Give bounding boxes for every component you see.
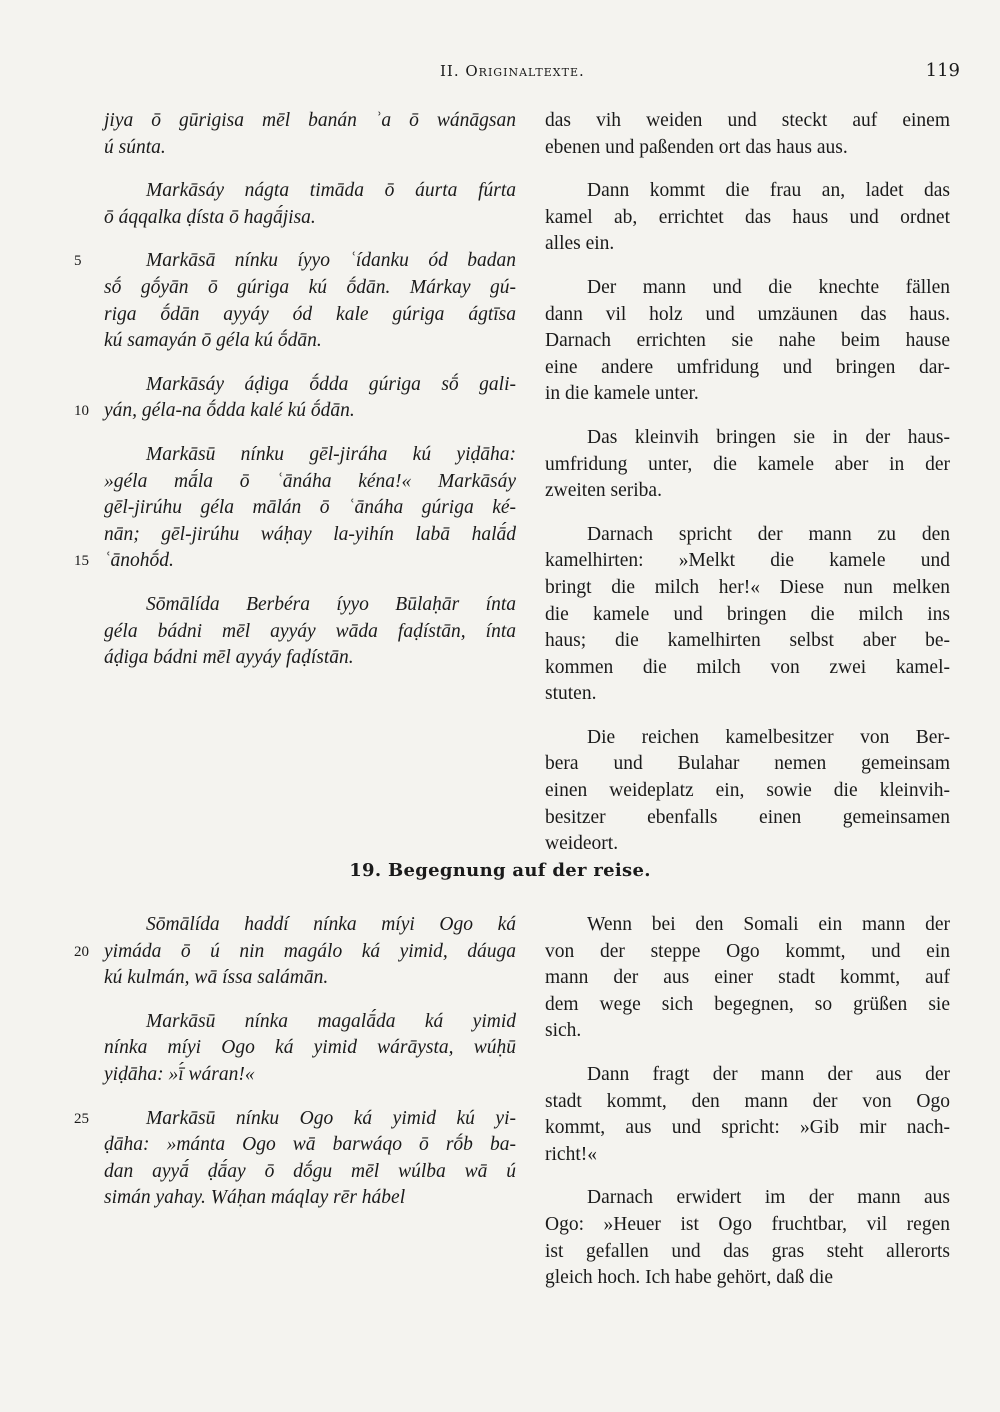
line-text: Darnach errichten sie nahe beim hause xyxy=(545,330,950,352)
line-text: Markāsáy nágta timāda ō áurta fúrta xyxy=(146,180,516,202)
line-text: mann der aus einer stadt kommt, auf xyxy=(545,967,950,989)
text-line xyxy=(545,425,950,452)
line-number: 25 xyxy=(74,1110,89,1127)
text-line xyxy=(545,1018,950,1045)
text-line xyxy=(104,522,516,549)
line-text: Das kleinvih bringen sie in der haus- xyxy=(587,426,950,448)
text-line xyxy=(104,645,516,672)
line-text: »géla mā́la ō ʿānáha kéna!« Markāsáy xyxy=(104,470,516,492)
paragraph xyxy=(104,178,516,231)
line-number: 20 xyxy=(74,943,89,960)
text-line xyxy=(545,205,950,232)
line-text: riga ṓdān ayyáy ód kale gúriga ágtīsa xyxy=(104,303,516,325)
text-line xyxy=(545,275,950,302)
paragraph xyxy=(104,592,516,672)
line-text: ō áqqalka ḍísta ō hagā́jisa. xyxy=(104,206,316,228)
line-text: Markāsū nínku gēl-jiráha kú yiḍāha: xyxy=(146,443,516,465)
text-line xyxy=(74,1106,516,1133)
line-number: 15 xyxy=(74,553,89,570)
paragraph xyxy=(104,1009,516,1089)
line-text: alles ein. xyxy=(545,233,615,255)
somali-text-column-bottom xyxy=(74,912,516,1229)
text-line xyxy=(104,108,516,135)
line-text: dan ayyā́ ḍā́ay ō dṓgu mēl wúlba wā ú xyxy=(104,1160,516,1182)
page-header xyxy=(90,60,960,88)
text-line xyxy=(545,602,950,629)
paragraph xyxy=(74,442,516,575)
text-line xyxy=(545,452,950,479)
text-line xyxy=(104,1062,516,1089)
text-line xyxy=(545,108,950,135)
text-line xyxy=(104,442,516,469)
text-line xyxy=(104,1009,516,1036)
line-text: ú súnta. xyxy=(104,136,166,158)
line-text: dem wege sich begegnen, so grüßen sie xyxy=(545,993,950,1015)
line-text: simán yahay. Wáḥan máqlay rēr hábel xyxy=(104,1187,406,1209)
running-head: II. Originaltexte. xyxy=(440,62,585,80)
text-line xyxy=(74,939,516,966)
text-line xyxy=(545,231,950,258)
text-line xyxy=(545,522,950,549)
line-text: gleich hoch. Ich habe gehört, daß die xyxy=(545,1267,834,1289)
text-line xyxy=(545,628,950,655)
line-text: jiya ō gūrigisa mēl banán ʾa ō wánāgsan xyxy=(104,110,516,131)
line-text: kommen die milch von zwei kamel- xyxy=(545,656,950,678)
line-text: umfridung unter, die kamele aber in der xyxy=(545,453,950,475)
line-text: sich. xyxy=(545,1020,582,1042)
text-line xyxy=(545,725,950,752)
paragraph xyxy=(545,725,950,858)
line-text: weideort. xyxy=(545,833,619,855)
line-text: von der steppe Ogo kommt, und ein xyxy=(545,940,950,962)
text-line xyxy=(545,1115,950,1142)
text-line xyxy=(545,805,950,832)
line-text: gēl-jirúhu géla mālán ō ʿānáha gúriga ké- xyxy=(104,497,516,519)
line-text: kommt, aus und spricht: »Gib mir nach- xyxy=(545,1117,950,1139)
somali-text-column-top xyxy=(74,108,516,689)
text-line xyxy=(104,135,516,162)
paragraph xyxy=(74,248,516,354)
line-text: nān; gēl-jirúhu wáḥay la-yihín labā halā́d xyxy=(104,523,516,545)
text-line xyxy=(545,478,950,505)
text-line xyxy=(545,381,950,408)
line-text: nínka míyi Ogo ká yimid wárāysta, wúḥū xyxy=(104,1037,516,1059)
paragraph xyxy=(74,912,516,992)
text-line xyxy=(545,355,950,382)
line-text: géla bádni mēl ayyáy wāda faḍístān, ínta xyxy=(104,620,516,642)
line-text: áḍiga bádni mēl ayyáy faḍístān. xyxy=(104,647,354,669)
page-number: 119 xyxy=(925,60,960,81)
text-line xyxy=(545,778,950,805)
line-text: stadt kommt, den mann der von Ogo xyxy=(545,1090,950,1112)
text-line xyxy=(545,1185,950,1212)
text-line xyxy=(545,1265,950,1292)
text-line xyxy=(104,965,516,992)
line-text: Darnach erwidert im der mann aus xyxy=(587,1187,950,1209)
line-text: Dann kommt die frau an, ladet das xyxy=(587,180,950,202)
text-line xyxy=(104,372,516,399)
line-text: eine andere umfridung und bringen dar- xyxy=(545,356,950,378)
text-line xyxy=(545,751,950,778)
paragraph xyxy=(104,108,516,161)
text-line xyxy=(104,302,516,329)
line-text: Der mann und die knechte fällen xyxy=(587,276,950,298)
line-text: ḍāha: »mánta Ogo wā barwáqo ō rṓb ba- xyxy=(104,1134,516,1156)
text-line xyxy=(104,592,516,619)
text-line xyxy=(104,619,516,646)
text-line xyxy=(545,1062,950,1089)
text-line xyxy=(545,965,950,992)
text-line xyxy=(104,912,516,939)
line-text: die kamele und bringen die milch ins xyxy=(545,603,950,625)
line-text: bringt die milch her!« Diese nun melken xyxy=(545,576,950,598)
text-line xyxy=(104,1132,516,1159)
text-line xyxy=(545,992,950,1019)
line-text: kamel ab, errichtet das haus und ordnet xyxy=(545,206,950,228)
text-line xyxy=(545,178,950,205)
line-text: Darnach spricht der mann zu den xyxy=(587,523,950,545)
text-line xyxy=(545,1212,950,1239)
text-line xyxy=(545,681,950,708)
paragraph xyxy=(545,522,950,708)
line-text: Die reichen kamelbesitzer von Ber- xyxy=(587,726,950,748)
paragraph xyxy=(545,425,950,505)
line-text: bera und Bulahar nemen gemeinsam xyxy=(545,753,950,775)
line-text: dann vil holz und umzäunen das haus. xyxy=(545,303,950,325)
line-text: das vih weiden und steckt auf einem xyxy=(545,110,950,131)
german-translation-column-bottom xyxy=(545,912,950,1309)
text-line xyxy=(104,178,516,205)
line-text: Wenn bei den Somali ein mann der xyxy=(587,914,950,935)
line-text: yimáda ō ú nin magálo ká yimid, dáuga xyxy=(104,940,516,962)
line-text: Markāsū nínku Ogo ká yimid kú yi- xyxy=(146,1107,516,1129)
line-text: Ogo: »Heuer ist Ogo fruchtbar, vil regen xyxy=(545,1213,950,1235)
paragraph xyxy=(545,912,950,1045)
text-line xyxy=(545,328,950,355)
text-line xyxy=(104,205,516,232)
text-line xyxy=(545,1089,950,1116)
line-number: 5 xyxy=(74,253,82,270)
text-line xyxy=(104,275,516,302)
text-line xyxy=(545,1142,950,1169)
text-line xyxy=(74,248,516,275)
line-text: in die kamele unter. xyxy=(545,383,699,405)
line-text: Sōmālída haddí nínka míyi Ogo ká xyxy=(146,914,516,935)
line-text: ebenen und paßenden ort das haus aus. xyxy=(545,136,848,158)
line-text: besitzer ebenfalls einen gemeinsamen xyxy=(545,806,950,828)
line-text: kamelhirten: »Melkt die kamele und xyxy=(545,550,950,572)
text-line xyxy=(545,912,950,939)
paragraph xyxy=(545,178,950,258)
line-number: 10 xyxy=(74,403,89,420)
text-line xyxy=(74,398,516,425)
line-text: stuten. xyxy=(545,683,597,705)
line-text: sṓ gṓyān ō gúriga kú ṓdān. Márkay gú- xyxy=(104,276,516,298)
text-line xyxy=(545,302,950,329)
text-line xyxy=(545,1239,950,1266)
line-text: zweiten seriba. xyxy=(545,480,662,502)
text-line xyxy=(545,548,950,575)
line-text: Sōmālída Berbéra íyyo Būlaḥār ínta xyxy=(146,593,516,615)
line-text: richt!« xyxy=(545,1143,597,1165)
line-text: Markāsáy áḍiga ṓdda gúriga sṓ gali- xyxy=(146,373,516,395)
german-translation-column-top xyxy=(545,108,950,875)
paragraph xyxy=(545,275,950,408)
text-line xyxy=(104,1035,516,1062)
line-text: Dann fragt der mann der aus der xyxy=(587,1063,950,1085)
line-text: ʿānohṓd. xyxy=(104,550,174,572)
text-line xyxy=(545,831,950,858)
line-text: yiḍāha: »ī́ wáran!« xyxy=(104,1063,255,1085)
paragraph xyxy=(74,1106,516,1212)
text-line xyxy=(545,135,950,162)
text-line xyxy=(545,575,950,602)
paragraph xyxy=(74,372,516,425)
line-text: kú samayán ō géla kú ṓdān. xyxy=(104,330,322,352)
text-line xyxy=(74,548,516,575)
paragraph xyxy=(545,108,950,161)
text-line xyxy=(104,1185,516,1212)
paragraph xyxy=(545,1062,950,1168)
section-title: 19. Begegnung auf der reise. xyxy=(349,860,651,881)
text-line xyxy=(104,1159,516,1186)
line-text: yán, géla-na ṓdda kalé kú ṓdān. xyxy=(104,400,355,422)
text-line xyxy=(104,469,516,496)
text-line xyxy=(545,939,950,966)
line-text: kú kulmán, wā íssa salámān. xyxy=(104,967,329,989)
text-line xyxy=(104,495,516,522)
line-text: haus; die kamelhirten selbst aber be- xyxy=(545,630,950,652)
line-text: ist gefallen und das gras steht allerorts xyxy=(545,1240,950,1262)
line-text: Markāsā nínku íyyo ʿídanku ód badan xyxy=(146,250,516,272)
text-line xyxy=(104,328,516,355)
line-text: einen weideplatz ein, sowie die kleinvih- xyxy=(545,780,950,802)
line-text: Markāsū nínka magalā́da ká yimid xyxy=(146,1010,516,1032)
paragraph xyxy=(545,1185,950,1291)
text-line xyxy=(545,655,950,682)
